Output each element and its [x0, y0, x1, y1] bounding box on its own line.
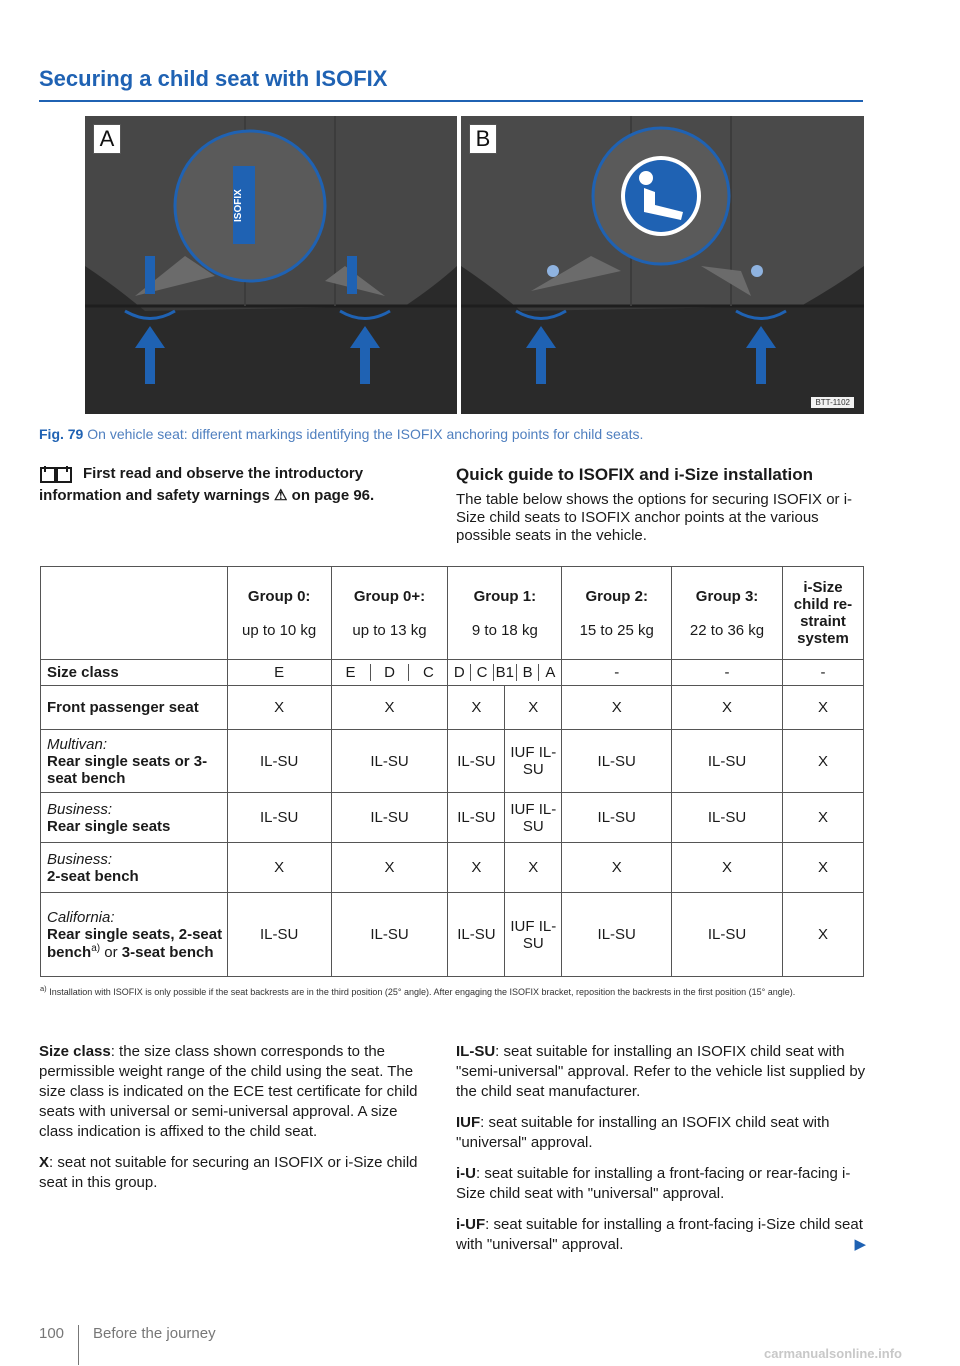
table-cell: X	[782, 843, 863, 893]
def-i-uf: i-UF: seat suitable for installing a front-facing i-Size child seat with "universal" approval. ▶	[456, 1216, 866, 1253]
table-cell: IL-SU	[227, 793, 331, 843]
table-cell: X	[505, 686, 562, 730]
row-label: Front passenger seat	[41, 686, 228, 730]
table-cell: X	[782, 730, 863, 793]
table-cell: X	[782, 893, 863, 977]
watermark: carmanualsonline.info	[764, 1346, 902, 1361]
figure-caption	[39, 426, 643, 442]
def-size-class: Size class: the size class shown corresponds to the permissible weight range of the child using the seat. The size class is indicated on the ECE test certificate for child seats with universal or semi-universal approval. A size class indication is affixed to the child seat.	[39, 1043, 418, 1140]
table-row	[41, 793, 864, 843]
section-name: Before the journey	[93, 1325, 216, 1342]
def-i-u: i-U: seat suitable for installing a front-facing or rear-facing i-Size child seat with "universal" approval.	[456, 1165, 851, 1202]
size-class-isize: -	[782, 660, 863, 686]
table-cell: IUF IL-SU	[505, 893, 562, 977]
table-cell: IL-SU	[562, 793, 672, 843]
table-cell: X	[448, 686, 505, 730]
figure-panel-b	[461, 116, 864, 414]
footer-divider	[78, 1325, 79, 1365]
header-empty-cell	[41, 567, 228, 660]
footnote-text: Installation with ISOFIX is only possible if the seat backrests are in the third position (25° angle). After engaging the ISOFIX bracket, reposition the backrests in the first position (15° angle).	[49, 987, 796, 997]
row-label: Business: Rear single seats	[41, 793, 228, 843]
table-cell: IL-SU	[331, 793, 448, 843]
header-group-2: Group 2: 15 to 25 kg	[562, 567, 672, 660]
def-x: X: seat not suitable for securing an ISOFIX or i-Size child seat in this group.	[39, 1154, 418, 1191]
table-cell: IL-SU	[672, 730, 783, 793]
isofix-tag-text: ISOFIX	[233, 189, 244, 223]
warning-icon: ⚠	[274, 487, 288, 504]
table-cell: IL-SU	[227, 730, 331, 793]
table-cell: X	[562, 843, 672, 893]
size-class-g0plus: E D C	[331, 660, 448, 686]
quick-guide-text: The table below shows the options for securing ISOFIX or i-Size child seats to ISOFIX anchor points at the various possible seats in the vehicle.	[456, 491, 853, 544]
caption-prefix: Fig. 79	[39, 426, 84, 442]
size-class-label: Size class	[41, 660, 228, 686]
intro-text-part2: on page 96.	[291, 487, 375, 504]
seat-isofix-symbol-illustration	[461, 116, 864, 414]
intro-text-part1: First read and observe the introductory information and safety warnings	[39, 465, 364, 504]
table-row	[41, 893, 864, 977]
row-label: California: Rear single seats, 2-seat bench$^{a)}$ or 3-seat bench	[41, 893, 228, 977]
size-class-g1: D C B1 B A	[448, 660, 562, 686]
table-cell: IL-SU	[331, 730, 448, 793]
definitions-right	[456, 1042, 866, 1266]
page-footer	[39, 1325, 216, 1365]
table-cell: X	[505, 843, 562, 893]
def-il-su: IL-SU: seat suitable for installing an ISOFIX child seat with "semi-universal" approval. Refer to the vehicle list supplied by the child seat manufacturer.	[456, 1043, 866, 1100]
table-cell: X	[672, 843, 783, 893]
caption-text: On vehicle seat: different markings identifying the ISOFIX anchoring points for child seats.	[87, 426, 644, 442]
figure-panel-a	[85, 116, 457, 414]
page-number: 100	[39, 1325, 65, 1342]
def-iuf: IUF: seat suitable for installing an ISOFIX child seat with "universal" approval.	[456, 1114, 830, 1151]
panel-b-label: B	[469, 124, 497, 154]
table-cell: IL-SU	[672, 893, 783, 977]
table-cell: X	[331, 843, 448, 893]
table-header-row	[41, 567, 864, 660]
table-cell: X	[227, 686, 331, 730]
footnote-mark: a)	[40, 984, 47, 993]
table-cell: IUF IL-SU	[505, 730, 562, 793]
table-cell: IL-SU	[227, 893, 331, 977]
row-label: Business: 2-seat bench	[41, 843, 228, 893]
table-cell: IUF IL-SU	[505, 793, 562, 843]
definitions-left	[39, 1042, 429, 1204]
table-cell: IL-SU	[672, 793, 783, 843]
table-cell: X	[782, 686, 863, 730]
table-cell: X	[672, 686, 783, 730]
header-group-0: Group 0: up to 10 kg	[227, 567, 331, 660]
table-cell: X	[448, 843, 505, 893]
table-row	[41, 843, 864, 893]
table-cell: X	[782, 793, 863, 843]
table-row	[41, 686, 864, 730]
row-label: Multivan: Rear single seats or 3-seat bench	[41, 730, 228, 793]
size-class-g3: -	[672, 660, 783, 686]
table-cell: IL-SU	[331, 893, 448, 977]
figure-code: BTT-1102	[811, 397, 854, 408]
continue-arrow-icon: ▶	[854, 1236, 866, 1253]
size-class-g0: E	[227, 660, 331, 686]
header-group-3: Group 3: 22 to 36 kg	[672, 567, 783, 660]
table-cell: X	[227, 843, 331, 893]
isofix-table	[40, 566, 864, 977]
page-title: Securing a child seat with ISOFIX	[39, 66, 388, 91]
table-cell: X	[562, 686, 672, 730]
header-group-1: Group 1: 9 to 18 kg	[448, 567, 562, 660]
table-cell: IL-SU	[448, 893, 505, 977]
table-cell: IL-SU	[448, 730, 505, 793]
intro-notice	[39, 464, 414, 505]
table-cell: IL-SU	[562, 893, 672, 977]
panel-a-label: A	[93, 124, 121, 154]
seat-isofix-tag-illustration	[85, 116, 457, 414]
table-cell: IL-SU	[562, 730, 672, 793]
table-cell: X	[331, 686, 448, 730]
table-footnote	[40, 983, 840, 998]
title-rule	[39, 100, 863, 102]
size-class-row	[41, 660, 864, 686]
table-cell: IL-SU	[448, 793, 505, 843]
table-row	[41, 730, 864, 793]
header-group-0plus: Group 0+: up to 13 kg	[331, 567, 448, 660]
book-icon	[39, 464, 73, 486]
header-isize: i-Size child re-straint system	[782, 567, 863, 660]
quick-guide-title: Quick guide to ISOFIX and i-Size installation	[456, 465, 814, 484]
size-class-g2: -	[562, 660, 672, 686]
